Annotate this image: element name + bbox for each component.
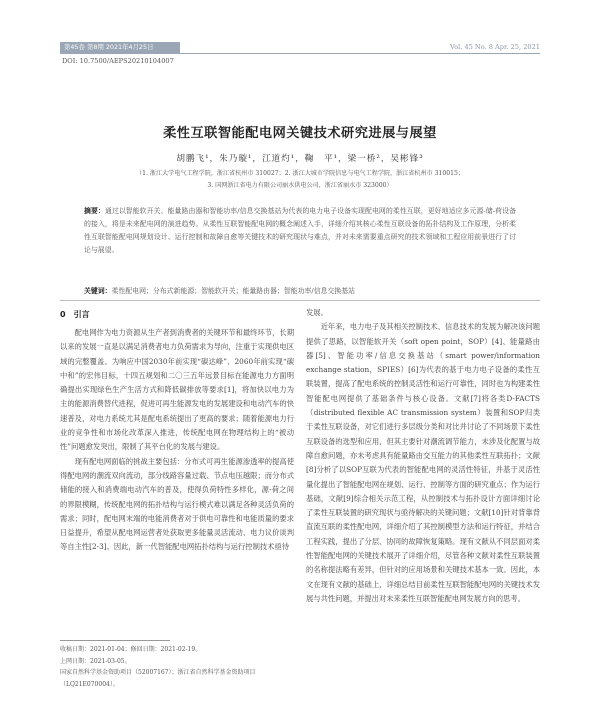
abstract-label: 摘要： <box>84 207 105 215</box>
paper-title: 柔性互联智能配电网关键技术研究进展与展望 <box>163 126 437 141</box>
section-heading-introduction: 0 引言 <box>60 310 90 319</box>
footnote-fund: 国家自然科学基金资助项目（52007167）；浙江省自然科学基金资助项目（LQ21E070004）。 <box>60 669 256 688</box>
paragraph: 近年来，电力电子及其相关控制技术、信息技术的发展为解决该问题提供了思路，以智能软开关（soft open point，SOP）[4]、能量路由器[5]、智能功率/信息交换基站（smart power/information exchange station，SPIES）[6]为代表的基于电力电子设备的柔性互联装置，提高了配电系统的控制灵活性和运行可靠性，同时也为构建柔性智能配电网提供了基础条件与核心设备。文献[7]将各类D-FACTS（distributed flexible AC transmission system）装置和SOP归类于柔性互联设备，对它们进行多层级分类和对比并讨论了不同场景下柔性互联设备的选型和应用，但其主要针对潮流调节能力，未涉及化配置与故障自愈问题，亦未考虑具有能量路由交互能力的其他柔性互联拓扑；文献[8]分析了以SOP互联为代表的智能配电网的灵活性特征，并基于灵活性量化提出了智能配电网在规划、运行、控制等方面的研究重点；作为运行基础，文献[9]综合相关示范工程，从控制技术与拓扑设计方面详细讨论了柔性互联装置的研究现状与亟待解决的关键问题；文献[10]针对背靠背直流互联的柔性配电网，详细介绍了其控制模型方法和运行特征，并结合工程实践，提出了分层、协同的故障恢复策略。现有文献从不同层面对柔性智能配电网的关键技术展开了详细介绍，尽管各种文献对柔性互联装置的名称提法略有差异，但针对的应用场景和关键技术基本一致。因此，本文在现有文献的基础上，详细总结目前柔性互联智能配电网的关键技术发展与共性问题，并提出对未来柔性互联智能配电网发展方向的思考。 <box>306 322 540 603</box>
footnote-online: 上网日期：2021-03-05。 <box>60 657 131 665</box>
footnotes <box>60 644 294 690</box>
keywords-label: 关键词： <box>84 287 112 295</box>
left-column <box>60 306 294 555</box>
header-rule <box>60 53 540 54</box>
issue-badge: 第45卷 第8期 2021年4月25日 <box>60 42 180 53</box>
keywords-text: 柔性配电网；分布式新能源；智能软开关；能量路由器；智能功率/信息交换基站 <box>111 287 356 295</box>
footnote-received: 收稿日期：2021-01-04；修回日期：2021-02-19。 <box>60 646 202 653</box>
paragraph: 发展。 <box>306 308 328 317</box>
footnote-rule <box>60 640 170 641</box>
abstract <box>84 205 516 257</box>
paragraph: 现有配电网面临的挑战主要包括：分布式可再生能源渗透率的提高使得配电网的潮流双向流动，部分线路容量过载、节点电压越限；而分布式储能的接入和消费端电动汽车的普及，使得负荷特性多样化，源-荷之间的界限模糊，传统配电网的拓扑结构与运行模式难以满足各种灵活负荷的需求；同时，配电网末端的电能消费者对于供电可靠性和电能质量的要求日益提升，希望从配电网运营者处获取更多能量灵活流动、电力议价谈判等自主性[2-3]。因此，新一代智能配电网拓扑结构与运行控制技术亟待 <box>60 456 294 552</box>
affiliation-line-2: 3. 国网浙江省电力有限公司丽水供电公司，浙江省丽水市 323000） <box>207 182 393 189</box>
abstract-separator <box>60 300 540 301</box>
keywords <box>84 285 516 295</box>
journal-info: Vol. 45 No. 8 Apr. 25, 2021 <box>450 43 540 51</box>
abstract-text: 通过以智能软开关、能量路由器和智能功率/信息交换基站为代表的电力电子设备实现配电网的柔性互联，更好地适应多元源-储-荷设备的接入，将是未来配电网的演进趋势。从柔性互联智能配电网的概念阐述入手，详细介绍其核心柔性互联设备的拓扑结构及工作原理，分析柔性互联智能配电网规划设计、运行控制和故障自愈等关键技术的研究现状与难点，并对未来需要重点研究的技术领域和工程应用前景进行了讨论与展望。 <box>84 207 516 254</box>
authors: 胡鹏飞¹，朱乃璇¹，江道灼¹，鞠 平¹，梁一桥²，吴彬锋³ <box>176 154 424 164</box>
paragraph: 配电网作为电力资源从生产者到消费者的关键环节和最终环节，长期以来的发展一直是以满足消费者电力负荷需求为导向，注重于实现供电区域的完整覆盖。为响应中国2030年前实现“碳达峰”、2060年前实现“碳中和”的宏伟目标，十四五规划和二〇三五年远景目标在能源电力方面明确提出实现绿色生产生活方式和降低碳排放等要求[1]，将加快以电力为主的能源消费替代进程，促进可再生能源发电的发展建设和电动汽车的快速普及，对电力系统尤其是配电系统提出了更高的要求；随着能源电力行业的竞争性和市场化改革深入推进，传统配电网在物理结构上的“被动性”问题愈发突出，限制了其平台化的发展与建设。 <box>60 328 294 452</box>
doi: DOI: 10.7500/AEPS20210104007 <box>62 57 174 65</box>
right-column <box>306 306 540 606</box>
affiliation-line-1: （1. 浙江大学电气工程学院，浙江省杭州市 310027；2. 浙江大城市学院信息与电气工程学院，浙江省杭州市 310015； <box>136 170 464 177</box>
